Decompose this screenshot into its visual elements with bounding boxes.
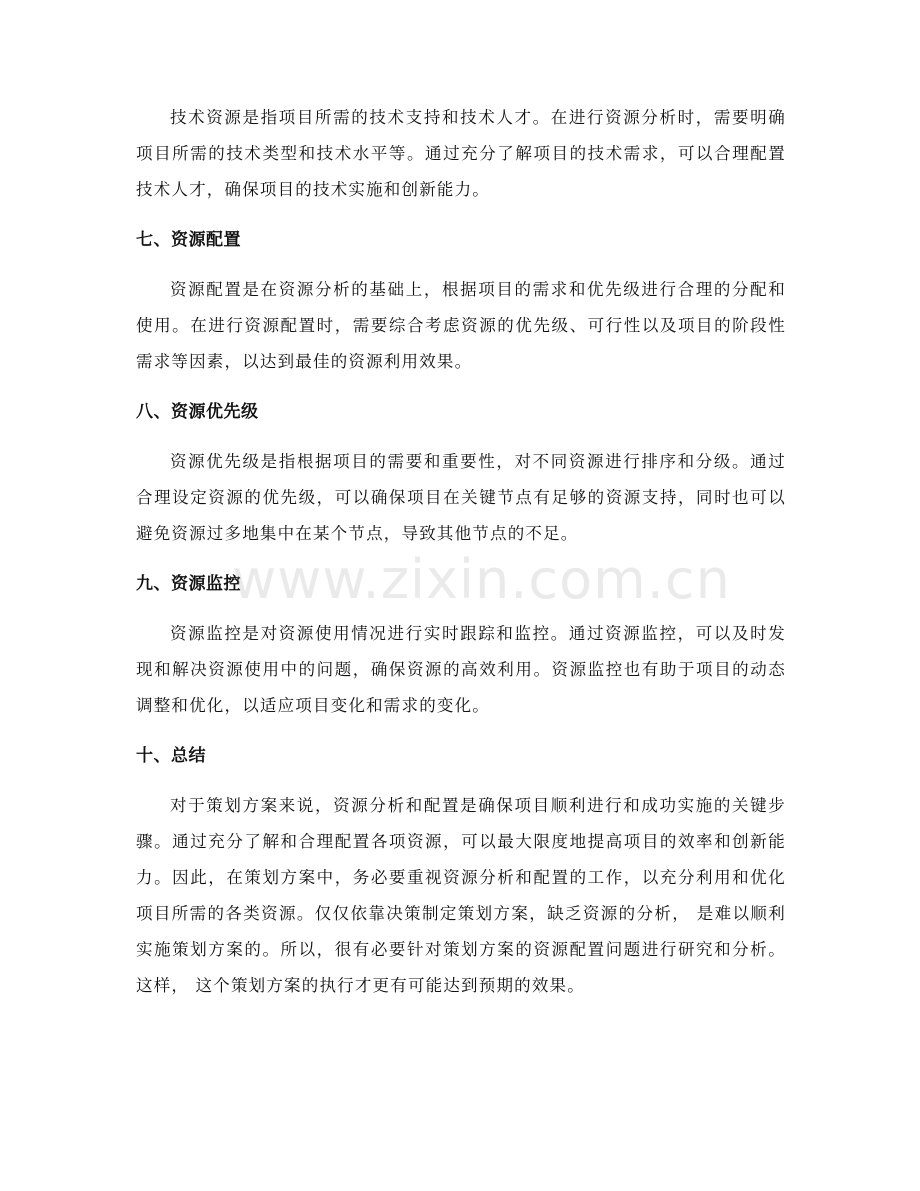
paragraph-resource-allocation: 资源配置是在资源分析的基础上，根据项目的需求和优先级进行合理的分配和使用。在进行资源配置时，需要综合考虑资源的优先级、可行性以及项目的阶段性需求等因素，以达到最佳的资源利用效果。 [136,280,786,371]
heading-resource-priority: 八、资源优先级 [136,402,259,422]
paragraph-resource-priority: 资源优先级是指根据项目的需要和重要性，对不同资源进行排序和分级。通过合理设定资源的优先级，可以确保项目在关键节点有足够的资源支持，同时也可以避免资源过多地集中在某个节点，导致其他节点的不足。 [136,452,786,543]
paragraph-summary: 对于策划方案来说，资源分析和配置是确保项目顺利进行和成功实施的关键步骤。通过充分了解和合理配置各项资源，可以最大限度地提高项目的效率和创新能力。因此，在策划方案中，务必要重视资源分析和配置的工作，以充分利用和优化项目所需的各类资源。仅仅依靠决策制定策划方案，缺乏资源的分析， 是难以顺利实施策划方案的。所以，很有必要针对策划方案的资源配置问题进行研究和分析。这样， 这个策划方案的执行才更有可能达到预期的效果。 [136,796,786,995]
paragraph-technical-resources: 技术资源是指项目所需的技术支持和技术人才。在进行资源分析时，需要明确项目所需的技术类型和技术水平等。通过充分了解项目的技术需求，可以合理配置技术人才，确保项目的技术实施和创新能力。 [136,108,786,199]
watermark: www.zixin.com.cn [232,548,731,611]
heading-resource-allocation: 七、资源配置 [136,230,241,250]
paragraph-resource-monitoring: 资源监控是对资源使用情况进行实时跟踪和监控。通过资源监控，可以及时发现和解决资源使用中的问题，确保资源的高效利用。资源监控也有助于项目的动态调整和优化，以适应项目变化和需求的变化。 [136,624,786,715]
heading-summary: 十、总结 [136,746,206,766]
heading-resource-monitoring: 九、资源监控 [136,574,241,594]
document-page [136,100,786,1018]
